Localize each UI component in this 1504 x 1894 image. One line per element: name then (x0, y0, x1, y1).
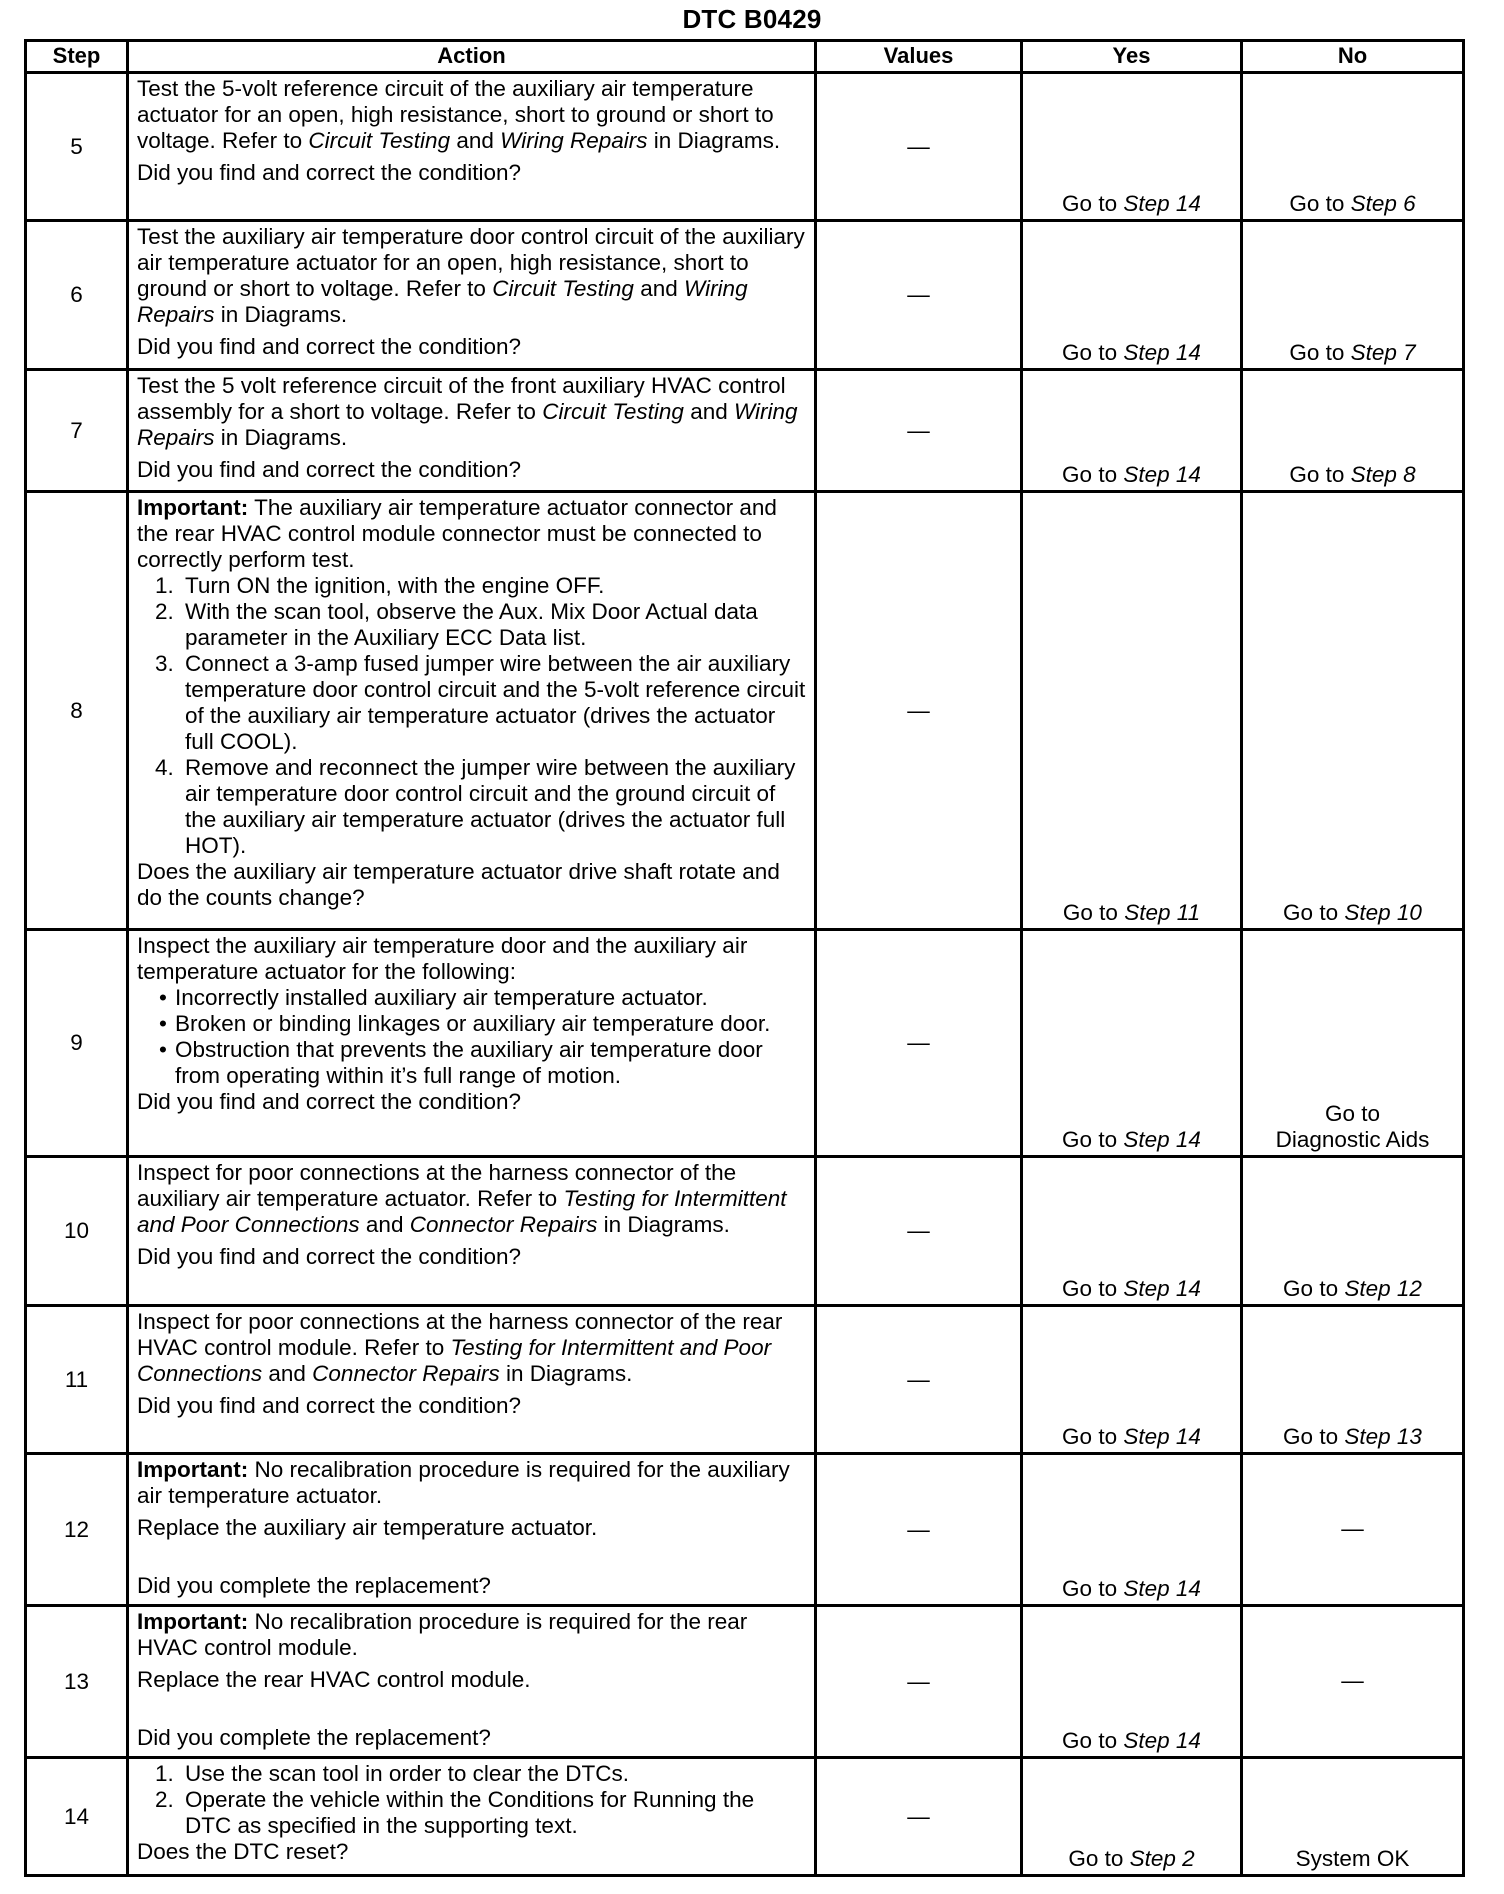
bullet-text: Obstruction that prevents the auxiliary air temperature door from operating within it’s full range of motion. (175, 1037, 763, 1088)
step-number: 14 (26, 1758, 128, 1876)
substep-number: 1. (155, 1761, 174, 1786)
reference-link[interactable]: Wiring Repairs (500, 128, 648, 153)
action-cell (128, 1454, 816, 1606)
action-text (137, 1160, 806, 1238)
goto-label: Go to (1062, 900, 1118, 925)
step-number: 8 (26, 492, 128, 930)
substep-list (137, 1761, 806, 1839)
important-text: The auxiliary air temperature actuator connector and the rear HVAC control module connector must be connected to correctly perform test. (137, 495, 777, 572)
yes-cell[interactable] (1022, 1606, 1242, 1758)
no-target-step: 6 (1403, 191, 1416, 216)
table-row-step-10 (26, 1157, 1464, 1306)
substep (137, 573, 806, 599)
important-text: No recalibration procedure is required for the rear HVAC control module. (137, 1609, 748, 1660)
important-note (137, 1457, 806, 1509)
goto-label: Go to (1062, 1127, 1118, 1152)
yes-target-step: 14 (1175, 1424, 1201, 1449)
bullet-list (137, 985, 806, 1089)
substep (137, 1761, 806, 1787)
step-number: 13 (26, 1606, 128, 1758)
important-label: Important: (137, 1609, 249, 1634)
reference-link[interactable]: Circuit Testing (308, 128, 451, 153)
values-cell: — (816, 1306, 1022, 1454)
substep-text: Remove and reconnect the jumper wire between the auxiliary air temperature door control circuit and the ground circuit of the auxiliary air temperature actuator (drives the actuator full HOT). (185, 755, 796, 858)
goto-label: Go to (1289, 462, 1345, 487)
action-text-tail: in Diagrams. (653, 128, 781, 153)
bullet-icon: • (159, 1011, 167, 1036)
goto-label: Go to (1062, 191, 1118, 216)
action-cell (128, 1606, 816, 1758)
bullet-item (137, 1011, 806, 1037)
yes-target-step: 14 (1175, 1576, 1201, 1601)
substep-number: 2. (155, 599, 174, 624)
conjunction: and (365, 1212, 404, 1237)
substep-text: Use the scan tool in order to clear the DTCs. (185, 1761, 629, 1786)
bullet-icon: • (159, 1037, 167, 1062)
no-target-step: 10 (1396, 900, 1422, 925)
table-row-step-13 (26, 1606, 1464, 1758)
values-cell: — (816, 1606, 1022, 1758)
question: Did you find and correct the condition? (137, 160, 521, 185)
step-word: Step (1344, 1424, 1391, 1449)
table-header-row (26, 41, 1464, 73)
values-cell: — (816, 1454, 1022, 1606)
substep-text: Operate the vehicle within the Conditions for Running the DTC as specified in the supporting text. (185, 1787, 755, 1838)
goto-label: Go to (1324, 1101, 1381, 1126)
table-row-step-8 (26, 492, 1464, 930)
substep-number: 2. (155, 1787, 174, 1812)
no-cell: — (1242, 1454, 1464, 1606)
table-row-step-6 (26, 221, 1464, 370)
values-cell: — (816, 1758, 1022, 1876)
reference-link[interactable]: Wiring Repairs (137, 276, 748, 327)
substep (137, 755, 806, 859)
values-cell: — (816, 930, 1022, 1157)
step-word: Step (1344, 1276, 1391, 1301)
yes-target-step: 14 (1175, 1728, 1201, 1753)
action-text-tail: in Diagrams. (603, 1212, 730, 1237)
substep (137, 651, 806, 755)
no-target-step: 13 (1396, 1424, 1422, 1449)
goto-label: Go to (1283, 1276, 1339, 1301)
question: Does the DTC reset? (137, 1839, 349, 1864)
important-note (137, 1609, 806, 1661)
step-word: Step (1350, 462, 1397, 487)
substep (137, 599, 806, 651)
conjunction: and (456, 128, 494, 153)
no-target-step: 7 (1403, 340, 1416, 365)
no-cell[interactable] (1242, 1157, 1464, 1306)
step-number: 10 (26, 1157, 128, 1306)
action-cell (128, 492, 816, 930)
conjunction: and (268, 1361, 306, 1386)
yes-cell[interactable] (1022, 1758, 1242, 1876)
substep-text: Connect a 3-amp fused jumper wire between the air auxiliary temperature door control circuit and the 5-volt reference circuit of the auxiliary air temperature actuator (drives the actuator full COOL). (185, 651, 806, 754)
values-cell: — (816, 370, 1022, 492)
action-cell (128, 221, 816, 370)
yes-cell[interactable] (1022, 930, 1242, 1157)
goto-label: Go to (1289, 340, 1345, 365)
goto-label: Go to (1289, 191, 1345, 216)
yes-target-step: 14 (1175, 462, 1201, 487)
substep-text: With the scan tool, observe the Aux. Mix Door Actual data parameter in the Auxiliary ECC Data list. (185, 599, 758, 650)
page-title: DTC B0429 (682, 4, 822, 34)
conjunction: and (690, 399, 728, 424)
action-text-tail: in Diagrams. (220, 425, 348, 450)
reference-link[interactable]: Testing for Intermittent and Poor Connections (137, 1186, 787, 1237)
no-cell[interactable] (1242, 73, 1464, 221)
yes-cell[interactable] (1022, 1454, 1242, 1606)
step-word: Step (1123, 1576, 1170, 1601)
action-text-main: Test the auxiliary air temperature door control circuit of the auxiliary air temperature actuator for an open, high resistance, short to ground or short to voltage. Refer to (137, 224, 805, 301)
step-number: 12 (26, 1454, 128, 1606)
reference-link[interactable]: Circuit Testing (542, 399, 684, 424)
no-target-step: 8 (1403, 462, 1416, 487)
no-cell: System OK (1242, 1758, 1464, 1876)
no-target-step: 12 (1396, 1276, 1422, 1301)
step-number: 11 (26, 1306, 128, 1454)
goto-label: Go to (1062, 462, 1118, 487)
action-cell (128, 1758, 816, 1876)
no-cell[interactable] (1242, 370, 1464, 492)
step-word: Step (1124, 900, 1171, 925)
no-cell[interactable] (1242, 1306, 1464, 1454)
yes-cell[interactable] (1022, 492, 1242, 930)
step-word: Step (1344, 900, 1391, 925)
yes-cell[interactable] (1022, 1157, 1242, 1306)
yes-target-step: 14 (1175, 191, 1201, 216)
diagnostic-aids-link: Diagnostic Aids (1275, 1127, 1430, 1152)
values-cell: — (816, 1157, 1022, 1306)
question: Did you find and correct the condition? (137, 334, 521, 359)
bullet-item (137, 985, 806, 1011)
values-cell: — (816, 73, 1022, 221)
step-number: 7 (26, 370, 128, 492)
step-word: Step (1123, 1127, 1170, 1152)
step-number: 5 (26, 73, 128, 221)
step-number: 6 (26, 221, 128, 370)
reference-link[interactable]: Connector Repairs (409, 1212, 598, 1237)
yes-target-step: 2 (1182, 1846, 1195, 1871)
substep (137, 1787, 806, 1839)
goto-label: Go to (1062, 1424, 1118, 1449)
no-cell[interactable] (1242, 221, 1464, 370)
action-text: Inspect the auxiliary air temperature door and the auxiliary air temperature actuator for the following: (137, 933, 748, 984)
step-number: 9 (26, 930, 128, 1157)
important-label: Important: (137, 1457, 249, 1482)
important-text: No recalibration procedure is required for the auxiliary air temperature actuator. (137, 1457, 790, 1508)
action-text-main: Inspect for poor connections at the harness connector of the rear HVAC control module. Refer to (137, 1309, 783, 1360)
action-text-tail: in Diagrams. (220, 302, 348, 327)
values-cell: — (816, 221, 1022, 370)
instruction: Replace the auxiliary air temperature actuator. (137, 1515, 598, 1540)
bullet-item (137, 1037, 806, 1089)
question: Did you complete the replacement? (137, 1725, 491, 1750)
step-word: Step (1123, 340, 1170, 365)
important-label: Important: (137, 495, 249, 520)
step-word: Step (1123, 1424, 1170, 1449)
step-word: Step (1123, 191, 1170, 216)
action-cell (128, 370, 816, 492)
goto-label: Go to (1283, 900, 1339, 925)
action-cell (128, 1306, 816, 1454)
table-row-step-14 (26, 1758, 1464, 1876)
yes-cell[interactable] (1022, 73, 1242, 221)
header-action: Action (128, 41, 816, 73)
action-text-main: Test the 5-volt reference circuit of the auxiliary air temperature actuator for an open, high resistance, short to ground or short to voltage. Refer to (137, 76, 774, 153)
action-cell (128, 1157, 816, 1306)
action-text (137, 76, 806, 154)
reference-link[interactable]: Testing for Intermittent and Poor Connections (137, 1335, 772, 1386)
bullet-icon: • (159, 985, 167, 1010)
table-row-step-7 (26, 370, 1464, 492)
step-word: Step (1123, 1728, 1170, 1753)
action-text-main: Inspect for poor connections at the harness connector of the auxiliary air temperature actuator. Refer to (137, 1160, 737, 1211)
action-cell (128, 73, 816, 221)
substep-list (137, 573, 806, 859)
no-cell[interactable] (1242, 930, 1464, 1157)
question: Did you find and correct the condition? (137, 1244, 521, 1269)
table-row-step-9 (26, 930, 1464, 1157)
instruction: Replace the rear HVAC control module. (137, 1667, 531, 1692)
goto-label: Go to (1062, 1276, 1118, 1301)
header-step: Step (26, 41, 128, 73)
important-note (137, 495, 806, 573)
values-cell: — (816, 492, 1022, 930)
table-row-step-5 (26, 73, 1464, 221)
reference-link[interactable]: Wiring Repairs (137, 399, 798, 450)
yes-cell[interactable] (1022, 370, 1242, 492)
goto-label: Go to (1062, 340, 1118, 365)
header-values: Values (816, 41, 1022, 73)
goto-label: Go to (1068, 1846, 1124, 1871)
substep-number: 4. (155, 755, 174, 780)
yes-cell[interactable] (1022, 1306, 1242, 1454)
bullet-text: Broken or binding linkages or auxiliary air temperature door. (175, 1011, 771, 1036)
table-row-step-11 (26, 1306, 1464, 1454)
question: Did you complete the replacement? (137, 1573, 491, 1598)
question: Did you find and correct the condition? (137, 1393, 521, 1418)
question: Does the auxiliary air temperature actuator drive shaft rotate and do the counts change? (137, 859, 780, 910)
action-text-main: Test the 5 volt reference circuit of the front auxiliary HVAC control assembly for a short to voltage. Refer to (137, 373, 786, 424)
bullet-text: Incorrectly installed auxiliary air temperature actuator. (175, 985, 708, 1010)
action-text-tail: in Diagrams. (506, 1361, 633, 1386)
header-no: No (1242, 41, 1464, 73)
question: Did you find and correct the condition? (137, 457, 521, 482)
goto-label: Go to (1283, 1424, 1339, 1449)
reference-link[interactable]: Connector Repairs (312, 1361, 500, 1386)
action-text (137, 373, 806, 451)
step-word: Step (1350, 191, 1397, 216)
question: Did you find and correct the condition? (137, 1089, 521, 1114)
action-cell (128, 930, 816, 1157)
substep-number: 1. (155, 573, 174, 598)
action-text (137, 1309, 806, 1387)
goto-label: Go to (1062, 1576, 1118, 1601)
step-word: Step (1129, 1846, 1176, 1871)
substep-number: 3. (155, 651, 174, 676)
step-word: Step (1350, 340, 1397, 365)
yes-cell[interactable] (1022, 221, 1242, 370)
yes-target-step: 14 (1175, 1276, 1201, 1301)
action-text (137, 224, 806, 328)
step-word: Step (1123, 462, 1170, 487)
diagnostic-table (24, 39, 1465, 1877)
table-row-step-12 (26, 1454, 1464, 1606)
no-cell: — (1242, 1606, 1464, 1758)
goto-label: Go to (1062, 1728, 1118, 1753)
reference-link[interactable]: Circuit Testing (492, 276, 634, 301)
yes-target-step: 11 (1176, 900, 1201, 925)
yes-target-step: 14 (1175, 1127, 1201, 1152)
step-word: Step (1123, 1276, 1170, 1301)
conjunction: and (640, 276, 678, 301)
header-yes: Yes (1022, 41, 1242, 73)
no-cell[interactable] (1242, 492, 1464, 930)
substep-text: Turn ON the ignition, with the engine OFF. (185, 573, 605, 598)
yes-target-step: 14 (1175, 340, 1201, 365)
